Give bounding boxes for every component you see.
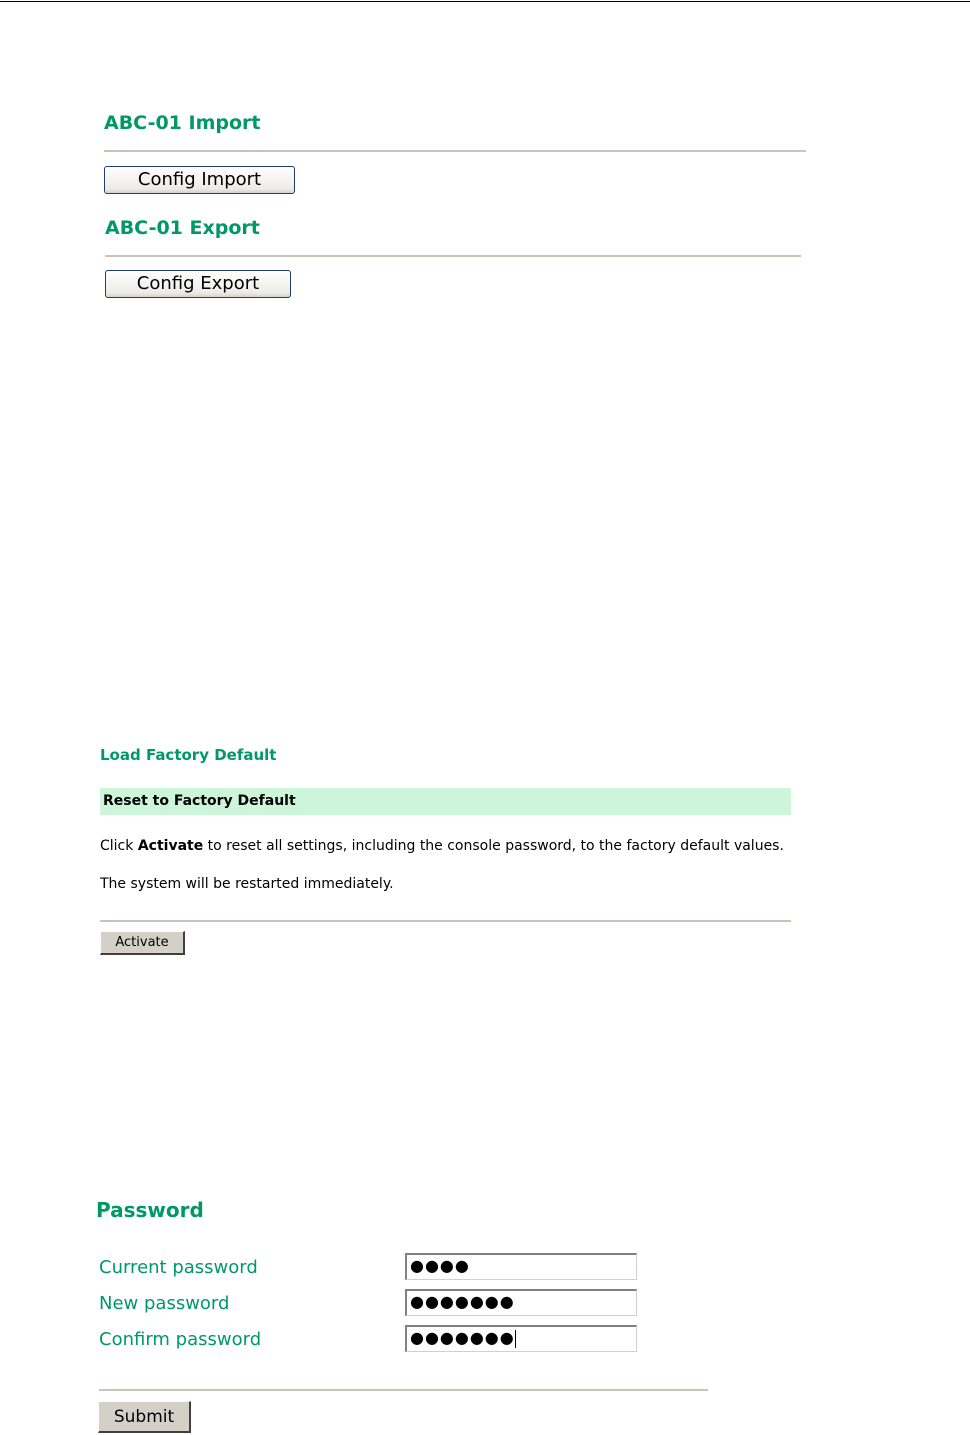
text-cursor	[515, 1330, 516, 1348]
activate-button[interactable]: Activate	[100, 931, 185, 955]
import-separator	[104, 150, 806, 152]
current-password-label: Current password	[99, 1257, 258, 1278]
current-password-value: ●●●●	[410, 1256, 470, 1275]
submit-button[interactable]: Submit	[98, 1401, 191, 1433]
confirm-password-value: ●●●●●●●	[410, 1328, 515, 1347]
factory-default-description	[100, 838, 784, 854]
description-activate-word: Activate	[137, 838, 204, 854]
factory-default-heading: Load Factory Default	[100, 746, 277, 764]
password-separator	[99, 1389, 708, 1391]
password-heading: Password	[96, 1198, 204, 1222]
import-heading: ABC-01 Import	[104, 112, 261, 134]
new-password-field[interactable]	[405, 1289, 637, 1316]
new-password-value: ●●●●●●●	[410, 1292, 515, 1311]
restart-note: The system will be restarted immediately.	[100, 876, 394, 892]
config-export-button[interactable]: Config Export	[105, 270, 291, 298]
reset-factory-default-bar	[100, 788, 791, 815]
description-suffix: to reset all settings, including the console password, to the factory default values.	[203, 838, 784, 854]
factory-default-separator	[100, 920, 791, 922]
page-top-rule	[0, 1, 970, 2]
export-separator	[105, 255, 801, 257]
new-password-label: New password	[99, 1293, 230, 1314]
confirm-password-field[interactable]	[405, 1325, 637, 1352]
current-password-field[interactable]	[405, 1253, 637, 1280]
config-import-button[interactable]: Config Import	[104, 166, 295, 194]
description-prefix: Click	[100, 838, 138, 854]
reset-bar-title: Reset to Factory Default	[103, 793, 296, 809]
export-heading: ABC-01 Export	[105, 217, 260, 239]
confirm-password-label: Confirm password	[99, 1329, 262, 1350]
